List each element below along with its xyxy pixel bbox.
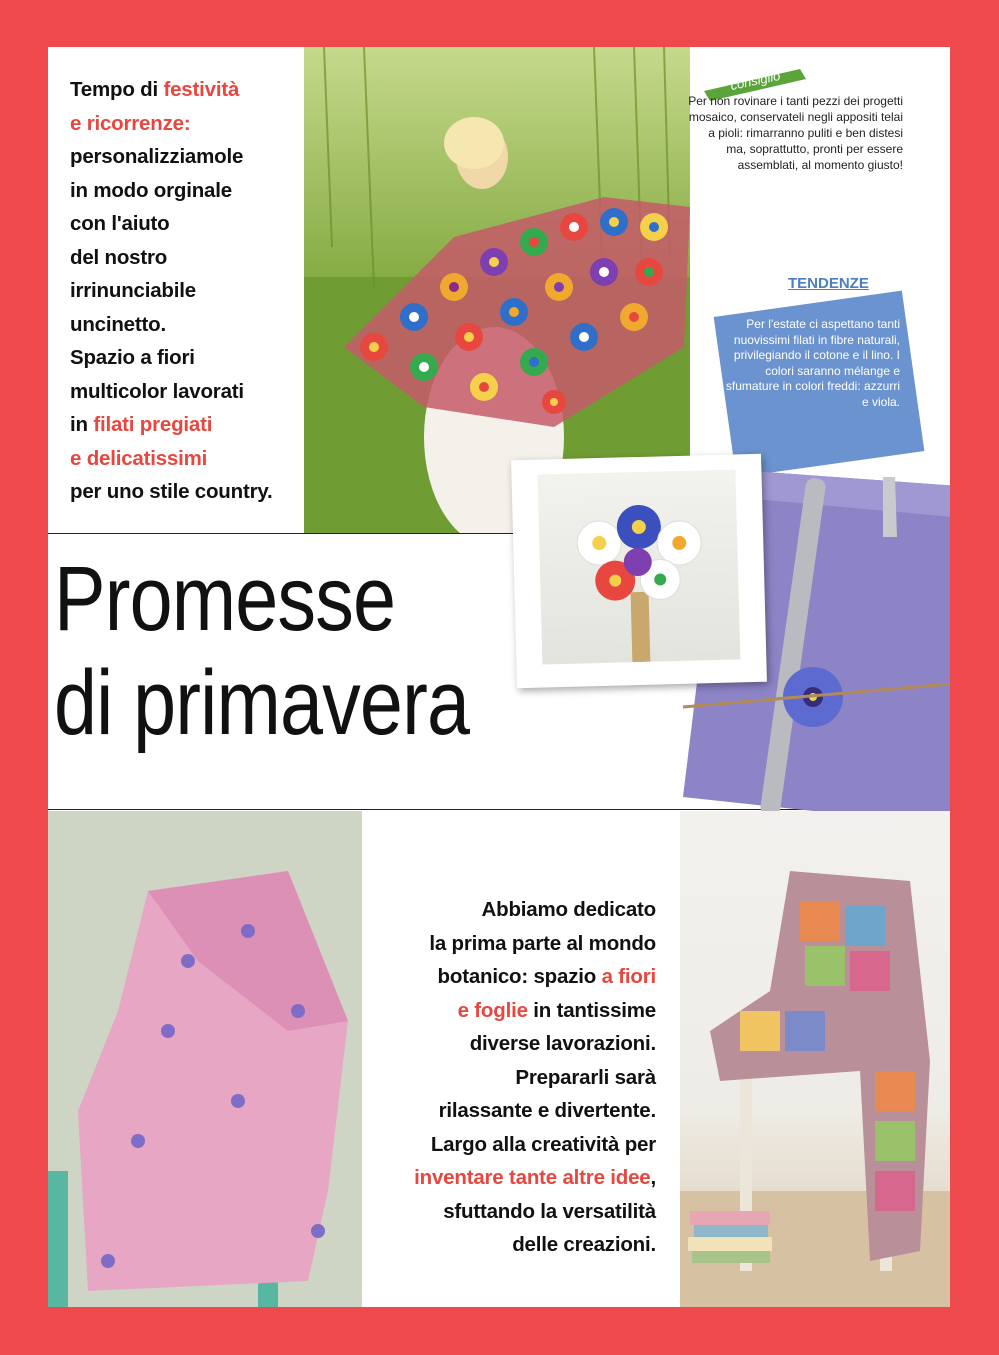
intro-line: personalizziamole (70, 145, 244, 168)
intro-highlight: filati pregiati (93, 413, 213, 436)
intro-line: Tempo di (70, 78, 164, 101)
intro-highlight: e ricorrenze: (70, 111, 191, 135)
pink-blanket-photo (48, 811, 362, 1307)
tip-text: Per non rovinare i tanti pezzi dei progetti mosaico, conservateli negli appositi telai a pioli: rimarranno puliti e ben distesi ma, soprattutto, pronti per essere assemblati, al momento giusto! (688, 94, 903, 172)
body-line: diverse lavorazioni. (469, 1032, 656, 1055)
blanket-illustration (48, 811, 362, 1307)
intro-line: in modo orginale (70, 178, 232, 202)
trend-title: TENDENZE (788, 275, 869, 292)
title-line-2: di primavera (54, 652, 470, 754)
bouquet-image (537, 469, 740, 664)
intro-line: per uno stile country. (70, 480, 273, 503)
body-line: Abbiamo dedicato (481, 898, 656, 921)
body-text (368, 893, 656, 1262)
body-highlight: e foglie (457, 998, 528, 1022)
intro-line: Spazio a fiori (70, 346, 195, 369)
tip-badge-label: consiglio (728, 67, 782, 94)
intro-line: del nostro (70, 245, 168, 269)
body-line: rilassante e divertente. (438, 1099, 656, 1122)
body-line: Largo alla creatività per (430, 1132, 656, 1156)
body-line: delle creazioni. (512, 1233, 656, 1256)
body-highlight: a fiori (601, 965, 656, 988)
body-highlight: inventare tante altre idee (414, 1166, 651, 1189)
body-line: Prepararli sarà (515, 1065, 656, 1089)
body-line: in tantissime (527, 998, 656, 1022)
bouquet-illustration (537, 469, 740, 664)
intro-line: in (70, 413, 94, 436)
body-line: la prima parte al mondo (429, 931, 656, 955)
body-line: sfuttando la versatilità (443, 1199, 656, 1223)
body-line: , (650, 1166, 656, 1189)
trend-text: Per l'estate ci aspettano tanti nuovissimi filati in fibre naturali, privilegiando il cotone e il lino. I colori saranno mélange e sfumature in colori freddi: azzurri e viola. (725, 317, 900, 409)
intro-text (70, 73, 310, 509)
intro-line: irrinunciabile (70, 279, 196, 302)
chair-blanket-photo (680, 811, 950, 1307)
page-title (54, 547, 592, 755)
intro-line: multicolor lavorati (70, 379, 244, 403)
magazine-page (48, 47, 950, 1307)
intro-highlight: e delicatissimi (70, 446, 208, 470)
intro-line: con l'aiuto (70, 212, 170, 235)
body-line: botanico: spazio (437, 965, 602, 988)
intro-highlight: festività (163, 78, 240, 101)
title-line-1: Promesse (54, 548, 396, 650)
intro-line: uncinetto. (70, 312, 166, 336)
bouquet-photo (511, 454, 767, 688)
chair-illustration (680, 811, 950, 1307)
